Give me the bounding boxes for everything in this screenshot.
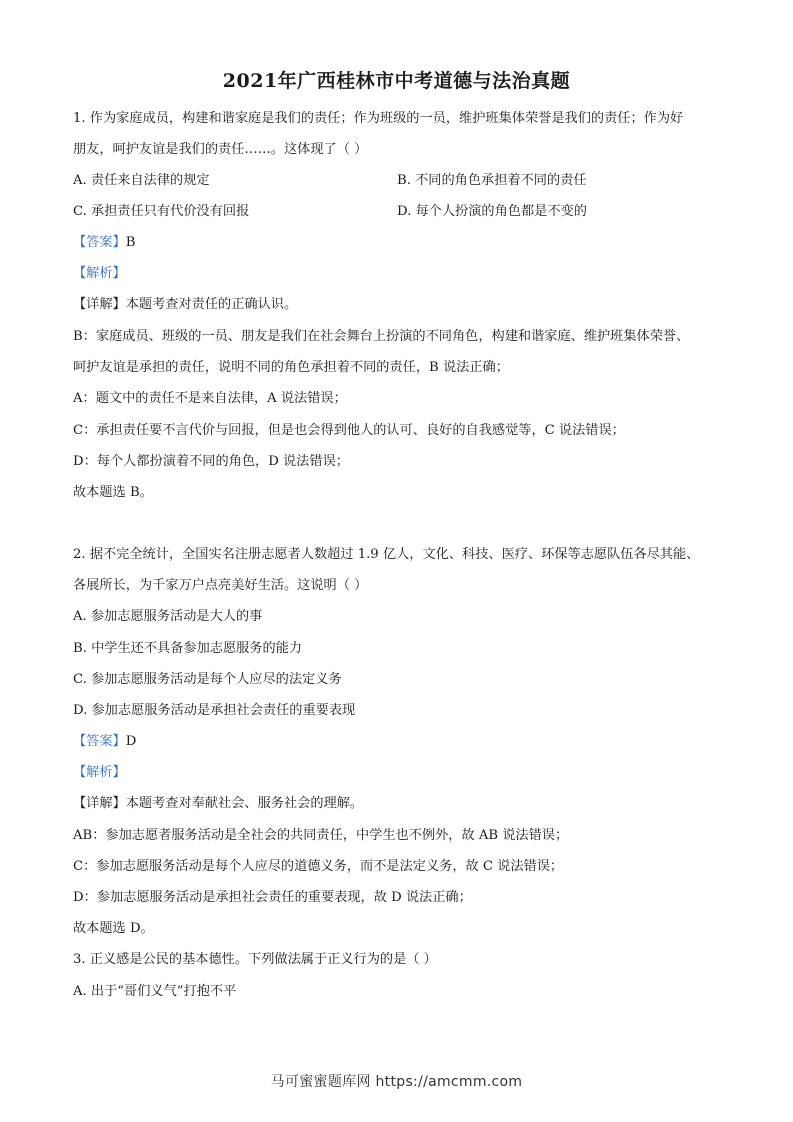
q1-option-b: B. 不同的角色承担着不同的责任 (397, 173, 587, 188)
page-footer: 马可蜜蜜题库网 https://amcmm.com (270, 1074, 523, 1090)
detail-tag: 【详解】 (73, 297, 126, 312)
q2-option-c: C. 参加志愿服务活动是每个人应尽的法定义务 (73, 672, 342, 687)
q2-analysis-tag: 【解析】 (73, 765, 126, 780)
answer-value: D (125, 734, 137, 749)
detail-text: 本题考查对奉献社会、服务社会的理解。 (125, 796, 364, 811)
q2-detail (73, 795, 363, 813)
q2-stem-line-2: 各展所长，为千家万户点亮美好生活。这说明（ ） (73, 578, 368, 593)
q1-option-a: A. 责任来自法律的规定 (73, 173, 210, 188)
q1-answer (73, 234, 135, 252)
q2-option-a: A. 参加志愿服务活动是大人的事 (73, 609, 263, 624)
q1-detail (73, 296, 297, 314)
q2-explain-ab: AB：参加志愿者服务活动是全社会的共同责任，中学生也不例外，故 AB 说法错误； (73, 828, 569, 843)
q2-explain-d: D：参加志愿服务活动是承担社会责任的重要表现，故 D 说法正确； (73, 890, 472, 905)
q2-answer (73, 733, 136, 751)
q1-option-d: D. 每个人扮演的角色都是不变的 (397, 204, 587, 219)
q2-option-d: D. 参加志愿服务活动是承担社会责任的重要表现 (73, 703, 356, 718)
q1-stem-line-1: 1. 作为家庭成员，构建和谐家庭是我们的责任；作为班级的一员，维护班集体荣誉是我们的责任；作为好 (73, 111, 684, 126)
detail-text: 本题考查对责任的正确认识。 (125, 297, 298, 312)
q1-explain-d: D：每个人都扮演着不同的角色，D 说法错误； (73, 454, 349, 469)
q3-option-a: A. 出于“哥们义气”打抱不平 (73, 984, 237, 999)
q1-explain-a: A：题文中的责任不是来自法律，A 说法错误； (73, 391, 347, 406)
q2-explain-c: C：参加志愿服务活动是每个人应尽的道德义务，而不是法定义务，故 C 说法错误； (73, 859, 564, 874)
answer-tag: 【答案】 (73, 734, 126, 749)
page-title: 2021年广西桂林市中考道德与法治真题 (222, 70, 571, 92)
answer-tag: 【答案】 (73, 235, 126, 250)
q1-stem-line-2: 朋友，呵护友谊是我们的责任……。这体现了（ ） (73, 142, 368, 157)
q1-explain-b-line-2: 呵护友谊是承担的责任，说明不同的角色承担着不同的责任，B 说法正确； (73, 360, 509, 375)
q1-explain-b-line-1: B：家庭成员、班级的一员、朋友是我们在社会舞台上扮演的不同角色，构建和谐家庭、维护班集体荣誉、 (73, 329, 690, 344)
q2-stem-line-1: 2. 据不完全统计，全国实名注册志愿者人数超过 1.9 亿人，文化、科技、医疗、环保等志愿队伍各尽其能、 (73, 547, 700, 562)
q1-option-c: C. 承担责任只有代价没有回报 (73, 204, 250, 219)
q3-stem: 3. 正义感是公民的基本德性。下列做法属于正义行为的是（ ） (73, 952, 437, 967)
answer-value: B (125, 235, 136, 250)
q1-explain-c: C：承担责任要不言代价与回报，但是也会得到他人的认可、良好的自我感觉等，C 说法错误； (73, 423, 625, 438)
q2-option-b: B. 中学生还不具备参加志愿服务的能力 (73, 641, 303, 656)
q1-analysis-tag: 【解析】 (73, 266, 126, 281)
q1-conclusion: 故本题选 B。 (73, 485, 153, 500)
q2-conclusion: 故本题选 D。 (73, 921, 154, 936)
detail-tag: 【详解】 (73, 796, 126, 811)
